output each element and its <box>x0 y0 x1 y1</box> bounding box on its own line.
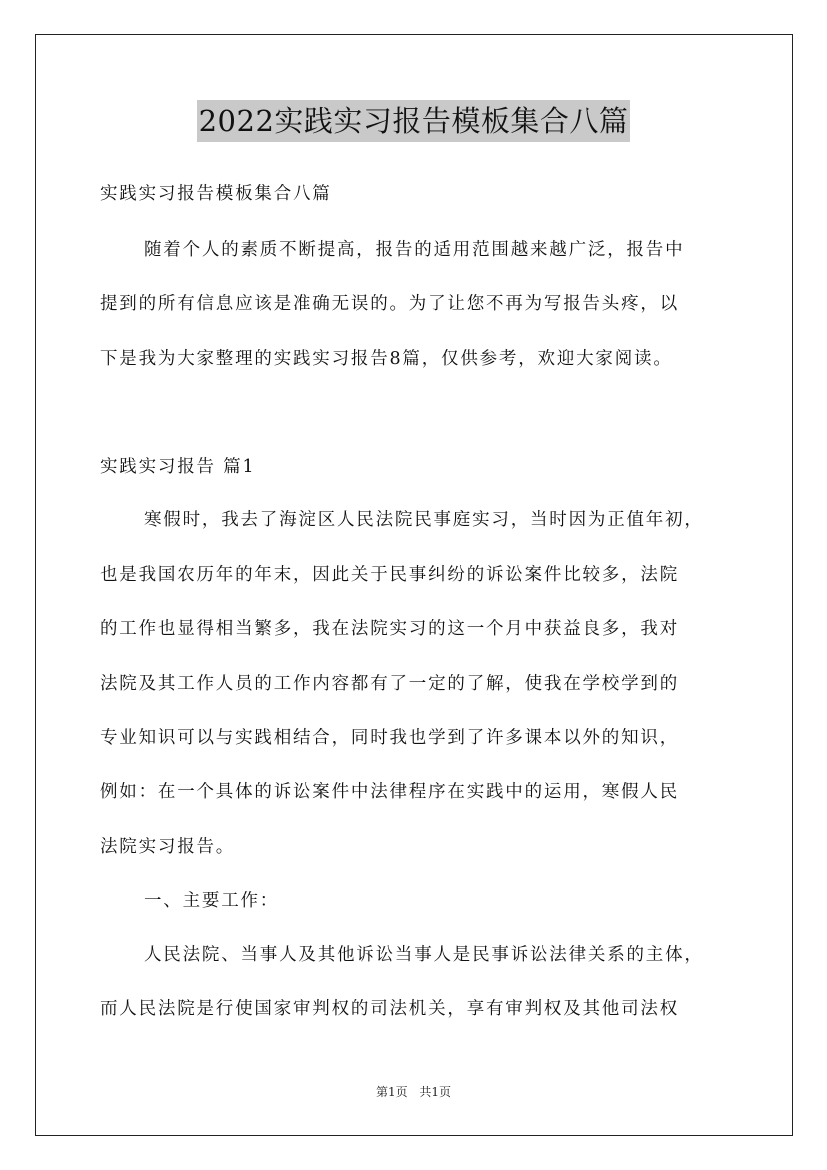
paragraph-line: 专业知识可以与实践相结合，同时我也学到了许多课本以外的知识， <box>100 728 679 748</box>
paragraph-line: 随着个人的素质不断提高，报告的适用范围越来越广泛，报告中 <box>144 240 685 260</box>
section-heading: 实践实习报告 篇1 <box>100 457 256 477</box>
paragraph-line: 提到的所有信息应该是准确无误的。为了让您不再为写报告头疼，以 <box>100 294 679 314</box>
paragraph-line: 人民法院、当事人及其他诉讼当事人是民事诉讼法律关系的主体， <box>144 945 704 965</box>
title-container <box>0 100 827 142</box>
paragraph-line: 也是我国农历年的年末，因此关于民事纠纷的诉讼案件比较多，法院 <box>100 565 679 585</box>
paragraph-line: 下是我为大家整理的实践实习报告8篇，仅供参考，欢迎大家阅读。 <box>100 349 673 369</box>
paragraph-line: 的工作也显得相当繁多，我在法院实习的这一个月中获益良多，我对 <box>100 619 679 639</box>
paragraph-line: 寒假时，我去了海淀区人民法院民事庭实习，当时因为正值年初， <box>144 510 704 530</box>
page-footer <box>0 1083 827 1100</box>
paragraph-line: 法院及其工作人员的工作内容都有了一定的了解，使我在学校学到的 <box>100 674 679 694</box>
paragraph-line: 例如：在一个具体的诉讼案件中法律程序在实践中的运用，寒假人民 <box>100 782 679 802</box>
paragraph-line: 而人民法院是行使国家审判权的司法机关，享有审判权及其他司法权 <box>100 999 679 1019</box>
document-title: 2022实践实习报告模板集合八篇 <box>197 100 631 142</box>
subsection-heading: 一、主要工作： <box>144 891 280 911</box>
page-total: 共1页 <box>419 1085 452 1099</box>
page-number: 第1页 <box>375 1085 408 1099</box>
subtitle-line: 实践实习报告模板集合八篇 <box>100 184 332 204</box>
paragraph-line: 法院实习报告。 <box>100 837 236 857</box>
